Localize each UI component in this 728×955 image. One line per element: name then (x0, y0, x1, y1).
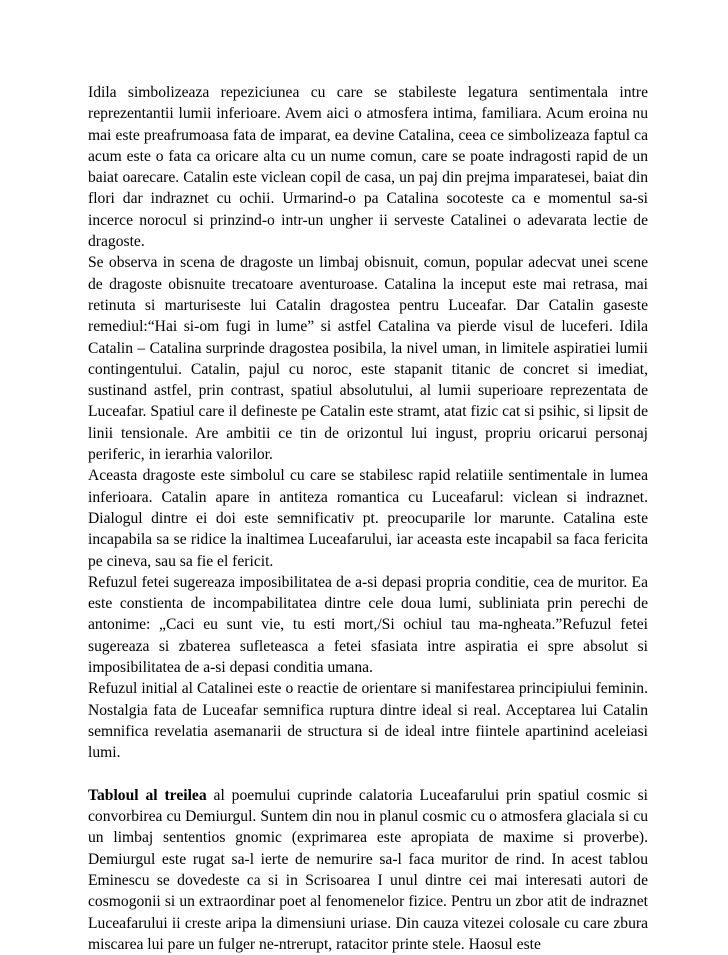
paragraph-scena-dragoste: Se observa in scena de dragoste un limbaj obisnuit, comun, popular adecvat unei scene de dragoste obisnuite trecatoare aventuroase. Catalina la inceput este mai retrasa, mai retinuta si marturiseste lui Catalin dragostea pentru Luceafar. Dar Catalin gaseste remediul:“Hai si-om fugi in lume” si astfel Catalina va pierde visul de luceferi. Idila Catalin – Catalina surprinde dragostea posibila, la nivel uman, in limitele aspiratiei lumii contingentului. Catalin, pajul cu noroc, este stapanit titanic de concret si imediat, sustinand astfel, prin contrast, spatiul absolutului, al lumii superioare reprezentata de Luceafar. Spatiul care il defineste pe Catalin este stramt, atat fizic cat si psihic, si lipsit de linii tensionale. Are ambitii ce tin de orizontul lui ingust, propriu oricarui personaj periferic, in ierarhia valorilor. (88, 254, 648, 464)
paragraph-refuzul-initial: Refuzul initial al Catalinei este o reactie de orientare si manifestarea principiului feminin. Nostalgia fata de Luceafar semnifica ruptura dintre ideal si real. Acceptarea lui Catalin semnifica revelatia asemanarii de structura si de ideal intre fiintele apartinind aceleiasi lumi. (88, 680, 648, 762)
paragraph-simbol-dragoste: Aceasta dragoste este simbolul cu care se stabilesc rapid relatiile sentimentale in lumea inferioara. Catalin apare in antiteza romantica cu Luceafarul: viclean si indraznet. Dialogul dintre ei doi este semnificativ pt. preocuparile lor marunte. Catalina este incapabila sa se ridice la inaltimea Luceafarului, iar aceasta este incapabil sa faca fericita pe cineva, sau sa fie el fericit. (88, 467, 648, 570)
document-page (88, 82, 648, 955)
paragraph-spacer (88, 764, 648, 785)
paragraph-refuzul-fetei: Refuzul fetei sugereaza imposibilitatea de a-si depasi propria conditie, cea de muritor. Ea este constienta de incompabilitatea dintre cele doua lumi, subliniata prin perechi de antonime: „Caci eu sunt vie, tu esti mort,/Si ochiul tau ma-ngheata.”Refuzul fetei sugereaza si zbaterea sufleteasca a fetei sfasiata intre aspiratia ei spre absolut si imposibilitatea de a-si depasi conditia umana. (88, 573, 648, 677)
section-body-text: al poemului cuprinde calatoria Luceafarului prin spatiul cosmic si convorbirea cu Demiurgul. Suntem din nou in planul cosmic cu o atmosfera glaciala si cu un limbaj sententios gnomic (exprimarea este apropiata de maxime si proverbe). Demiurgul este rugat sa-l ierte de nemurire sa-l faca muritor de rind. In acest tablou Eminescu se dovedeste ca si in Scrisoarea I unul dintre cei mai interesati autori de cosmogonii si un extraordinar poet al fenomenelor fizice. Pentru un zbor atit de indraznet Luceafarului ii creste aripa la dimensiuni uriase. Din cauza vitezei colosale cu care zbura miscarea lui pare un fulger ne-ntrerupt, ratacitor printe stele. Haosul este (88, 786, 648, 953)
paragraph-tabloul-al-treilea (88, 785, 648, 955)
paragraph-idila: Idila simbolizeaza repeziciunea cu care se stabileste legatura sentimentala intre reprezentantii lumii inferioare. Avem aici o atmosfera intima, familiara. Acum eroina nu mai este preafrumoasa fata de imparat, ea devine Catalina, ceea ce simbolizeaza faptul ca acum este o fata ca oricare alta cu un nume comun, care se poate indragosti rapid de un baiat oarecare. Catalin este viclean copil de casa, un paj din prejma imparatesei, baiat din flori dar indraznet cu ochii. Urmarind-o pa Catalina socoteste ca e momentul sa-si incerce norocul si prinzind-o intr-un ungher ii serveste Catalinei o adevarata lectie de dragoste. (88, 84, 648, 251)
section-heading-bold: Tabloul al treilea (88, 786, 207, 804)
